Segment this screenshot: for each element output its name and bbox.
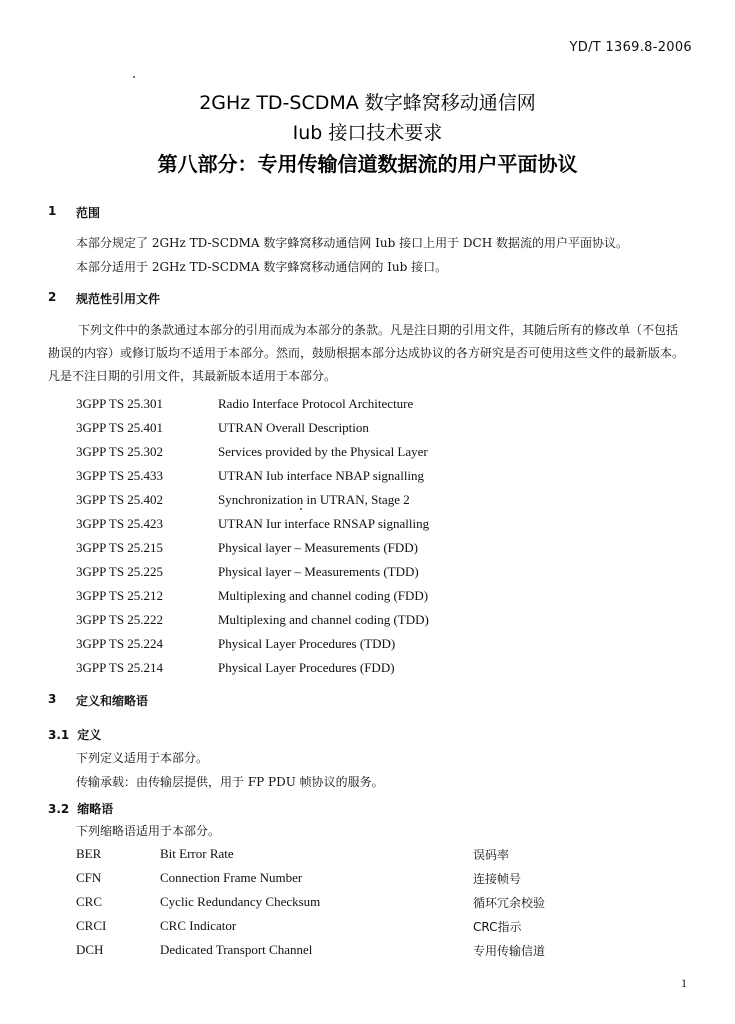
abbreviation-english: Bit Error Rate (160, 846, 234, 861)
section-number: 2 (48, 290, 57, 304)
title-line-3: 第八部分：专用传输信道数据流的用户平面协议 (157, 152, 578, 176)
reference-item (76, 608, 429, 632)
reference-code: 3GPP TS 25.215 (76, 540, 164, 555)
reference-title: UTRAN Iub interface NBAP signalling (218, 468, 425, 483)
section-1-line-2: 本部分适用于 2GHz TD-SCDMA 数字蜂窝移动通信网的 Iub 接口。 (76, 260, 448, 274)
subsection-number: 3.1 (48, 728, 70, 742)
reference-code: 3GPP TS 25.212 (76, 588, 164, 603)
reference-code: 3GPP TS 25.433 (76, 468, 164, 483)
reference-code: 3GPP TS 25.302 (76, 444, 164, 459)
reference-title: Multiplexing and channel coding (FDD) (218, 588, 429, 603)
section-1-heading (48, 204, 100, 221)
abbreviation-row (76, 938, 545, 962)
subsection-number: 3.2 (48, 802, 70, 816)
abbreviation-chinese: 专用传输信道 (473, 943, 546, 958)
section-title: 规范性引用文件 (76, 292, 161, 306)
reference-title: Physical Layer Procedures (FDD) (218, 660, 395, 675)
abbreviation-row (76, 842, 545, 866)
reference-title: Multiplexing and channel coding (TDD) (218, 612, 429, 627)
section-title: 范围 (76, 206, 101, 220)
reference-title: Physical layer – Measurements (FDD) (218, 540, 419, 555)
reference-title: UTRAN Overall Description (218, 420, 369, 435)
abbreviation-chinese: CRC指示 (473, 919, 522, 934)
abbreviation-english: Connection Frame Number (160, 870, 303, 885)
abbreviation: DCH (76, 942, 104, 957)
section-3-heading (48, 692, 148, 709)
reference-code: 3GPP TS 25.301 (76, 396, 164, 411)
section-2-paragraph: 下列文件中的条款通过本部分的引用而成为本部分的条款。凡是注日期的引用文件，其随后所有的修改单（不包括勘误的内容）或修订版均不适用于本部分。然而，鼓励根据本部分达成协议的各方研究是否可使用这些文件的最新版本。凡是不注日期的引用文件，其最新版本适用于本部分。 (48, 323, 685, 383)
document-number: YD/T 1369.8-2006 (569, 40, 692, 55)
section-title: 定义和缩略语 (76, 694, 149, 708)
reference-item (76, 392, 429, 416)
abbreviation-row (76, 866, 545, 890)
abbreviation-chinese: 误码率 (473, 847, 510, 862)
abbreviation-english: CRC Indicator (160, 918, 237, 933)
abbreviation: CRCI (76, 918, 107, 933)
reference-item (76, 536, 429, 560)
reference-item (76, 416, 429, 440)
scan-speck (300, 508, 302, 510)
abbreviation: BER (76, 846, 102, 861)
reference-code: 3GPP TS 25.214 (76, 660, 164, 675)
abbreviation: CFN (76, 870, 102, 885)
subsection-title: 定义 (77, 728, 102, 742)
reference-title: Synchronization in UTRAN, Stage 2 (218, 492, 410, 507)
abbreviation-list (76, 842, 545, 962)
scan-speck (133, 76, 135, 78)
abbreviation-chinese: 循环冗余校验 (473, 895, 546, 910)
section-1-line-1: 本部分规定了 2GHz TD-SCDMA 数字蜂窝移动通信网 Iub 接口上用于 DCH 数据流的用户平面协议。 (76, 236, 629, 250)
reference-item (76, 632, 429, 656)
section-number: 1 (48, 204, 57, 218)
reference-title: Radio Interface Protocol Architecture (218, 396, 414, 411)
page-number: 1 (681, 976, 687, 990)
title-line-2: Iub 接口技术要求 (292, 122, 443, 144)
abbreviation-chinese: 连接帧号 (473, 871, 522, 886)
reference-title: UTRAN Iur interface RNSAP signalling (218, 516, 430, 531)
reference-code: 3GPP TS 25.423 (76, 516, 164, 531)
reference-code: 3GPP TS 25.401 (76, 420, 164, 435)
abbreviations-intro: 下列缩略语适用于本部分。 (76, 824, 221, 838)
subsection-3-1-heading (48, 726, 101, 743)
abbreviation-english: Cyclic Redundancy Checksum (160, 894, 321, 909)
reference-item (76, 512, 429, 536)
section-2-heading (48, 290, 160, 307)
abbreviation-english: Dedicated Transport Channel (160, 942, 313, 957)
definition-transport-bearer: 传输承载：由传输层提供，用于 FP PDU 帧协议的服务。 (76, 775, 384, 789)
abbreviation-row (76, 914, 545, 938)
reference-code: 3GPP TS 25.224 (76, 636, 164, 651)
reference-title: Physical Layer Procedures (TDD) (218, 636, 396, 651)
reference-code: 3GPP TS 25.225 (76, 564, 164, 579)
reference-code: 3GPP TS 25.402 (76, 492, 164, 507)
reference-item (76, 584, 429, 608)
reference-item (76, 560, 429, 584)
title-line-1: 2GHz TD-SCDMA 数字蜂窝移动通信网 (199, 92, 536, 114)
reference-list (76, 392, 429, 680)
section-number: 3 (48, 692, 57, 706)
reference-code: 3GPP TS 25.222 (76, 612, 164, 627)
reference-item (76, 440, 429, 464)
subsection-3-2-heading (48, 800, 113, 817)
reference-item (76, 488, 429, 512)
reference-title: Physical layer – Measurements (TDD) (218, 564, 419, 579)
abbreviation-row (76, 890, 545, 914)
reference-item (76, 464, 429, 488)
definitions-intro: 下列定义适用于本部分。 (76, 751, 209, 765)
subsection-title: 缩略语 (77, 802, 114, 816)
reference-title: Services provided by the Physical Layer (218, 444, 428, 459)
reference-item (76, 656, 429, 680)
abbreviation: CRC (76, 894, 103, 909)
